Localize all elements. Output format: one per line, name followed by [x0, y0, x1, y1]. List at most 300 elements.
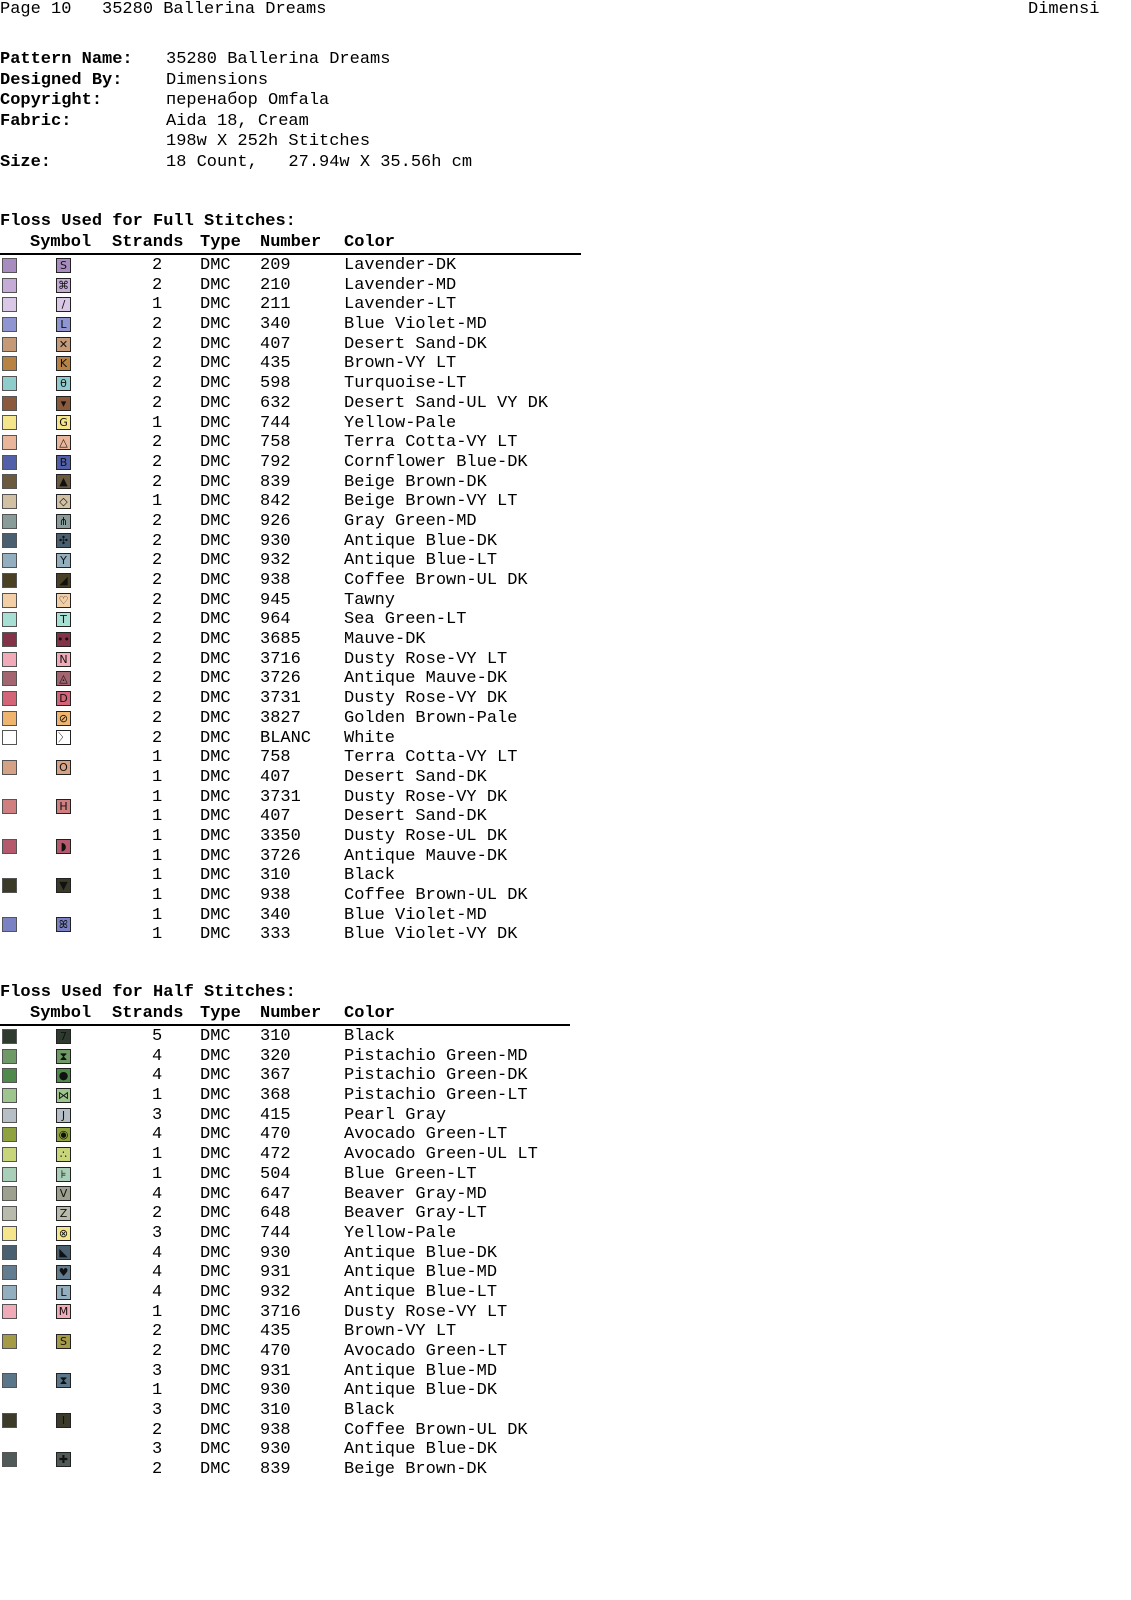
strands-cell: 3: [152, 1401, 163, 1421]
color-name-cell: Antique Blue-LT: [344, 1282, 498, 1302]
color-name-cell: Turquoise-LT: [344, 374, 467, 394]
color-swatch: [2, 760, 17, 775]
strands-cell: 1: [152, 866, 163, 886]
color-name-cell: Black: [344, 866, 396, 886]
stitch-symbol-icon: L: [56, 1285, 71, 1300]
strands-cell: 1: [152, 1086, 163, 1106]
number-cell: 938: [260, 1420, 291, 1440]
strands-cell: 2: [152, 1420, 163, 1440]
info-label: Copyright:: [0, 91, 103, 110]
number-cell: 931: [260, 1263, 291, 1283]
strands-cell: 1: [152, 787, 163, 807]
type-cell: DMC: [200, 1086, 231, 1106]
type-cell: DMC: [200, 886, 231, 906]
color-name-cell: Desert Sand-DK: [344, 767, 487, 787]
number-cell: 3685: [260, 630, 301, 650]
number-cell: 648: [260, 1204, 291, 1224]
number-cell: 758: [260, 748, 291, 768]
number-cell: 310: [260, 866, 291, 886]
col-type: Type: [200, 1004, 241, 1023]
color-swatch: [2, 1334, 17, 1349]
color-name-cell: Yellow-Pale: [344, 413, 457, 433]
number-cell: 367: [260, 1066, 291, 1086]
color-swatch: [2, 917, 17, 932]
type-cell: DMC: [200, 1027, 231, 1046]
stitch-symbol-icon: M: [56, 1304, 71, 1319]
number-cell: 320: [260, 1046, 291, 1066]
type-cell: DMC: [200, 1066, 231, 1086]
color-swatch: [2, 494, 17, 509]
type-cell: DMC: [200, 866, 231, 886]
number-cell: 3726: [260, 846, 301, 866]
type-cell: DMC: [200, 1164, 231, 1184]
color-name-cell: Coffee Brown-UL DK: [344, 886, 528, 906]
strands-cell: 2: [152, 649, 163, 669]
color-name-cell: Brown-VY LT: [344, 1322, 457, 1342]
number-cell: 932: [260, 1282, 291, 1302]
color-name-cell: Terra Cotta-VY LT: [344, 748, 518, 768]
color-name-cell: Avocado Green-LT: [344, 1125, 508, 1145]
stitch-symbol-icon: ⋔: [56, 514, 71, 529]
col-strands: Strands: [112, 233, 184, 252]
type-cell: DMC: [200, 1145, 231, 1165]
type-cell: DMC: [200, 1322, 231, 1342]
color-swatch: [2, 1373, 17, 1388]
type-cell: DMC: [200, 551, 231, 571]
stitch-symbol-icon: ♡: [56, 593, 71, 608]
color-swatch: [2, 278, 17, 293]
type-cell: DMC: [200, 610, 231, 630]
color-name-cell: Dusty Rose-VY DK: [344, 689, 508, 709]
strands-cell: 1: [152, 295, 163, 315]
color-name-cell: Antique Mauve-DK: [344, 669, 508, 689]
strands-cell: 2: [152, 1322, 163, 1342]
number-cell: 3716: [260, 649, 301, 669]
type-cell: DMC: [200, 1420, 231, 1440]
color-swatch: [2, 1127, 17, 1142]
color-swatch: [2, 435, 17, 450]
stitch-symbol-icon: ◢: [56, 573, 71, 588]
strands-cell: 1: [152, 905, 163, 925]
strands-cell: 1: [152, 1302, 163, 1322]
strands-cell: 1: [152, 767, 163, 787]
stitch-symbol-icon: B: [56, 455, 71, 470]
color-swatch: [2, 553, 17, 568]
strands-cell: 2: [152, 669, 163, 689]
color-name-cell: Dusty Rose-VY DK: [344, 787, 508, 807]
color-swatch: [2, 1245, 17, 1260]
stitch-symbol-icon: 7: [56, 1029, 71, 1044]
col-color: Color: [344, 1004, 396, 1023]
type-cell: DMC: [200, 492, 231, 512]
strands-cell: 2: [152, 531, 163, 551]
number-cell: 744: [260, 1223, 291, 1243]
color-name-cell: Tawny: [344, 590, 396, 610]
number-cell: 470: [260, 1125, 291, 1145]
color-swatch: [2, 573, 17, 588]
strands-cell: 2: [152, 452, 163, 472]
stitch-symbol-icon: ⊧: [56, 1167, 71, 1182]
color-name-cell: Desert Sand-DK: [344, 334, 487, 354]
info-value: 18 Count, 27.94w X 35.56h cm: [166, 152, 473, 172]
number-cell: 472: [260, 1145, 291, 1165]
stitch-symbol-icon: H: [56, 799, 71, 814]
number-cell: 632: [260, 393, 291, 413]
number-cell: 3716: [260, 1302, 301, 1322]
strands-cell: 2: [152, 472, 163, 492]
col-number: Number: [260, 1004, 322, 1023]
type-cell: DMC: [200, 728, 231, 748]
col-color: Color: [344, 233, 396, 252]
color-name-cell: Dusty Rose-VY LT: [344, 649, 508, 669]
type-cell: DMC: [200, 511, 231, 531]
color-swatch: [2, 1226, 17, 1241]
number-cell: 839: [260, 472, 291, 492]
color-name-cell: Pistachio Green-MD: [344, 1046, 528, 1066]
color-swatch: [2, 711, 17, 726]
stitch-symbol-icon: ∴: [56, 1147, 71, 1162]
page-header-title: Page 10 35280 Ballerina Dreams: [0, 0, 327, 19]
color-swatch: [2, 297, 17, 312]
type-cell: DMC: [200, 1125, 231, 1145]
number-cell: 211: [260, 295, 291, 315]
stitch-symbol-icon: Z: [56, 1206, 71, 1221]
color-name-cell: Beaver Gray-MD: [344, 1184, 487, 1204]
strands-cell: 1: [152, 826, 163, 846]
stitch-symbol-icon: ▲: [56, 474, 71, 489]
stitch-symbol-icon: L: [56, 317, 71, 332]
color-swatch: [2, 612, 17, 627]
type-cell: DMC: [200, 767, 231, 787]
type-cell: DMC: [200, 374, 231, 394]
stitch-symbol-icon: Y: [56, 553, 71, 568]
color-name-cell: Antique Blue-LT: [344, 551, 498, 571]
type-cell: DMC: [200, 571, 231, 590]
stitch-symbol-icon: J: [56, 1108, 71, 1123]
strands-cell: 4: [152, 1282, 163, 1302]
info-value: 198w X 252h Stitches: [166, 132, 371, 151]
stitch-symbol-icon: ✕: [56, 337, 71, 352]
number-cell: 210: [260, 275, 291, 295]
number-cell: 792: [260, 452, 291, 472]
number-cell: 930: [260, 1243, 291, 1263]
color-name-cell: Beige Brown-DK: [344, 1460, 487, 1480]
color-swatch: [2, 691, 17, 706]
type-cell: DMC: [200, 649, 231, 669]
color-swatch: [2, 474, 17, 489]
number-cell: 647: [260, 1184, 291, 1204]
col-type: Type: [200, 233, 241, 252]
number-cell: 209: [260, 256, 291, 275]
color-name-cell: Black: [344, 1401, 396, 1421]
color-name-cell: Pistachio Green-LT: [344, 1086, 528, 1106]
type-cell: DMC: [200, 905, 231, 925]
color-name-cell: Antique Blue-DK: [344, 1243, 498, 1263]
type-cell: DMC: [200, 826, 231, 846]
stitch-symbol-icon: G: [56, 415, 71, 430]
color-name-cell: White: [344, 728, 396, 748]
strands-cell: 2: [152, 728, 163, 748]
stitch-symbol-icon: ⋈: [58, 1088, 69, 1102]
strands-cell: 1: [152, 1164, 163, 1184]
strands-cell: 1: [152, 413, 163, 433]
stitch-symbol-icon: ▾: [56, 396, 71, 411]
type-cell: DMC: [200, 807, 231, 827]
strands-cell: 2: [152, 315, 163, 335]
strands-cell: 2: [152, 689, 163, 709]
number-cell: 839: [260, 1460, 291, 1480]
col-strands: Strands: [112, 1004, 184, 1023]
color-name-cell: Antique Blue-MD: [344, 1263, 498, 1283]
number-cell: 926: [260, 511, 291, 531]
number-cell: 3350: [260, 826, 301, 846]
type-cell: DMC: [200, 413, 231, 433]
stitch-symbol-icon: V: [56, 1186, 71, 1201]
color-swatch: [2, 839, 17, 854]
color-name-cell: Beige Brown-DK: [344, 472, 487, 492]
color-swatch: [2, 671, 17, 686]
color-name-cell: Pearl Gray: [344, 1105, 447, 1125]
stitch-symbol-icon: K: [56, 356, 71, 371]
stitch-symbol-icon: ♥: [56, 1265, 71, 1280]
page-header: [0, 0, 1131, 22]
color-swatch: [2, 1108, 17, 1123]
type-cell: DMC: [200, 1460, 231, 1480]
color-swatch: [2, 1206, 17, 1221]
type-cell: DMC: [200, 334, 231, 354]
number-cell: 3731: [260, 689, 301, 709]
number-cell: 435: [260, 1322, 291, 1342]
stitch-symbol-icon: ⌘: [58, 278, 69, 292]
stitch-symbol-icon: θ: [56, 376, 71, 391]
strands-cell: 4: [152, 1243, 163, 1263]
number-cell: 938: [260, 571, 291, 590]
color-swatch: [2, 455, 17, 470]
type-cell: DMC: [200, 1282, 231, 1302]
color-name-cell: Lavender-DK: [344, 256, 457, 275]
stitch-symbol-icon: 〉: [58, 731, 69, 745]
strands-cell: 2: [152, 1204, 163, 1224]
stitch-symbol-icon: ••: [57, 632, 70, 646]
number-cell: 368: [260, 1086, 291, 1106]
strands-cell: 4: [152, 1184, 163, 1204]
type-cell: DMC: [200, 1401, 231, 1421]
color-name-cell: Cornflower Blue-DK: [344, 452, 528, 472]
number-cell: 310: [260, 1027, 291, 1046]
number-cell: 470: [260, 1342, 291, 1361]
strands-cell: 2: [152, 551, 163, 571]
number-cell: 938: [260, 886, 291, 906]
color-swatch: [2, 799, 17, 814]
strands-cell: 2: [152, 590, 163, 610]
type-cell: DMC: [200, 1046, 231, 1066]
stitch-symbol-icon: N: [56, 652, 71, 667]
stitch-symbol-icon: ⧗: [56, 1373, 71, 1388]
color-name-cell: Lavender-MD: [344, 275, 457, 295]
color-name-cell: Yellow-Pale: [344, 1223, 457, 1243]
number-cell: 435: [260, 354, 291, 374]
color-swatch: [2, 1167, 17, 1182]
number-cell: 932: [260, 551, 291, 571]
type-cell: DMC: [200, 689, 231, 709]
type-cell: DMC: [200, 531, 231, 551]
stitch-symbol-icon: ◉: [56, 1127, 71, 1142]
type-cell: DMC: [200, 846, 231, 866]
info-label: Designed By:: [0, 70, 123, 90]
color-name-cell: Blue Violet-MD: [344, 315, 487, 335]
strands-cell: 2: [152, 256, 163, 275]
strands-cell: 4: [152, 1066, 163, 1086]
color-swatch: [2, 1029, 17, 1044]
color-swatch: [2, 652, 17, 667]
type-cell: DMC: [200, 748, 231, 768]
color-swatch: [2, 1049, 17, 1064]
stitch-symbol-icon: ◗: [56, 839, 71, 854]
number-cell: 964: [260, 610, 291, 630]
stitch-symbol-icon: ●: [56, 1068, 71, 1083]
strands-cell: 4: [152, 1263, 163, 1283]
strands-cell: 2: [152, 393, 163, 413]
type-cell: DMC: [200, 1342, 231, 1361]
stitch-symbol-icon: ✚: [56, 1452, 71, 1467]
color-swatch: [2, 317, 17, 332]
type-cell: DMC: [200, 452, 231, 472]
info-value: Dimensions: [166, 70, 269, 90]
strands-cell: 3: [152, 1361, 163, 1381]
color-swatch: [2, 1452, 17, 1467]
strands-cell: 2: [152, 610, 163, 630]
strands-cell: 2: [152, 630, 163, 650]
number-cell: 407: [260, 807, 291, 827]
stitch-symbol-icon: ⧗: [56, 1049, 71, 1064]
col-symbol: Symbol: [30, 233, 92, 252]
type-cell: DMC: [200, 472, 231, 492]
type-cell: DMC: [200, 630, 231, 650]
type-cell: DMC: [200, 669, 231, 689]
strands-cell: 1: [152, 807, 163, 827]
color-name-cell: Antique Blue-MD: [344, 1361, 498, 1381]
type-cell: DMC: [200, 1105, 231, 1125]
color-swatch: [2, 376, 17, 391]
color-swatch: [2, 356, 17, 371]
color-name-cell: Beaver Gray-LT: [344, 1204, 487, 1224]
type-cell: DMC: [200, 1381, 231, 1401]
header-rule: [0, 1024, 570, 1026]
color-swatch: [2, 1413, 17, 1428]
type-cell: DMC: [200, 1440, 231, 1460]
stitch-symbol-icon: ⊘: [56, 711, 71, 726]
type-cell: DMC: [200, 393, 231, 413]
strands-cell: 1: [152, 886, 163, 906]
type-cell: DMC: [200, 315, 231, 335]
color-name-cell: Sea Green-LT: [344, 610, 467, 630]
color-name-cell: Antique Blue-DK: [344, 1440, 498, 1460]
color-name-cell: Blue Green-LT: [344, 1164, 477, 1184]
color-swatch: [2, 258, 17, 273]
color-name-cell: Lavender-LT: [344, 295, 457, 315]
color-name-cell: Antique Blue-DK: [344, 1381, 498, 1401]
strands-cell: 2: [152, 433, 163, 453]
number-cell: 407: [260, 767, 291, 787]
color-swatch: [2, 1265, 17, 1280]
color-name-cell: Mauve-DK: [344, 630, 426, 650]
color-swatch: [2, 396, 17, 411]
number-cell: 340: [260, 905, 291, 925]
strands-cell: 2: [152, 354, 163, 374]
strands-cell: 1: [152, 748, 163, 768]
number-cell: 407: [260, 334, 291, 354]
stitch-symbol-icon: S: [56, 258, 71, 273]
info-label: Fabric:: [0, 111, 72, 131]
color-name-cell: Black: [344, 1027, 396, 1046]
color-swatch: [2, 415, 17, 430]
strands-cell: 2: [152, 511, 163, 531]
color-name-cell: Terra Cotta-VY LT: [344, 433, 518, 453]
strands-cell: 4: [152, 1125, 163, 1145]
strands-cell: 2: [152, 334, 163, 354]
number-cell: 930: [260, 1440, 291, 1460]
color-name-cell: Coffee Brown-UL DK: [344, 1420, 528, 1440]
strands-cell: 1: [152, 925, 163, 945]
info-value: перенабор Omfala: [166, 91, 330, 110]
strands-cell: 5: [152, 1027, 163, 1046]
color-name-cell: Beige Brown-VY LT: [344, 492, 518, 512]
color-name-cell: Antique Mauve-DK: [344, 846, 508, 866]
stitch-symbol-icon: /: [56, 297, 71, 312]
type-cell: DMC: [200, 1184, 231, 1204]
info-value: 35280 Ballerina Dreams: [166, 50, 391, 69]
strands-cell: 2: [152, 374, 163, 394]
number-cell: 310: [260, 1401, 291, 1421]
number-cell: 598: [260, 374, 291, 394]
color-name-cell: Pistachio Green-DK: [344, 1066, 528, 1086]
stitch-symbol-icon: D: [56, 691, 71, 706]
number-cell: 758: [260, 433, 291, 453]
color-swatch: [2, 730, 17, 745]
color-swatch: [2, 514, 17, 529]
color-swatch: [2, 337, 17, 352]
stitch-symbol-icon: ⊗: [56, 1226, 71, 1241]
type-cell: DMC: [200, 1243, 231, 1263]
color-swatch: [2, 632, 17, 647]
strands-cell: 1: [152, 1145, 163, 1165]
color-name-cell: Gray Green-MD: [344, 511, 477, 531]
col-number: Number: [260, 233, 322, 252]
stitch-symbol-icon: I: [56, 1413, 71, 1428]
type-cell: DMC: [200, 1263, 231, 1283]
type-cell: DMC: [200, 433, 231, 453]
stitch-symbol-icon: T: [56, 612, 71, 627]
color-name-cell: Coffee Brown-UL DK: [344, 571, 528, 590]
strands-cell: 2: [152, 1342, 163, 1361]
color-swatch: [2, 1186, 17, 1201]
color-name-cell: Brown-VY LT: [344, 354, 457, 374]
stitch-symbol-icon: ✣: [56, 533, 71, 548]
stitch-symbol-icon: △: [56, 435, 71, 450]
info-value: Aida 18, Cream: [166, 111, 309, 131]
color-name-cell: Blue Violet-MD: [344, 905, 487, 925]
number-cell: 3726: [260, 669, 301, 689]
color-name-cell: Blue Violet-VY DK: [344, 925, 518, 945]
color-swatch: [2, 1088, 17, 1103]
number-cell: 931: [260, 1361, 291, 1381]
type-cell: DMC: [200, 1204, 231, 1224]
number-cell: 3731: [260, 787, 301, 807]
color-name-cell: Dusty Rose-VY LT: [344, 1302, 508, 1322]
type-cell: DMC: [200, 256, 231, 275]
strands-cell: 3: [152, 1440, 163, 1460]
number-cell: 945: [260, 590, 291, 610]
